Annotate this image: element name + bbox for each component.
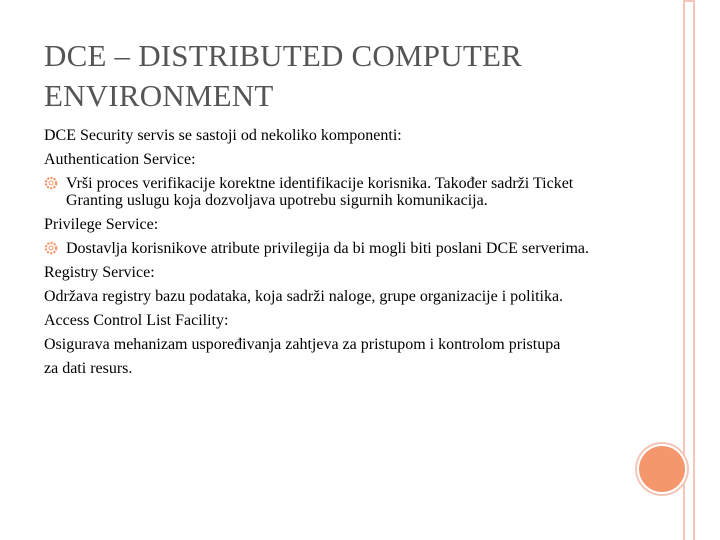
registry-text: Održava registry bazu podataka, koja sadrži naloge, grupe organizacije i politika. [44, 288, 564, 305]
registry-heading: Registry Service: [44, 264, 155, 281]
decorative-border-right-line [693, 0, 695, 540]
acl-tail-text: za dati resurs. [44, 360, 133, 377]
decorative-border-left-line [683, 0, 685, 540]
acl-heading: Access Control List Facility: [44, 312, 229, 329]
slide-title [44, 36, 644, 116]
acl-text: Osigurava mehanizam uspoređivanja zahtjeva za pristupom i kontrolom pristupa [44, 336, 561, 353]
gear-bullet-icon [44, 176, 58, 190]
gear-bullet-icon [44, 241, 58, 255]
auth-bullet-text: Vrši proces verifikacije korektne identifikacije korisnika. Također sadrži Ticket Granting uslugu koja dozvoljava upotrebu sigurnih komunikacija. [66, 175, 574, 209]
privilege-bullet-text: Dostavlja korisnikove atribute privilegija da bi mogli biti poslani DCE serverima. [66, 240, 590, 257]
slide-body [44, 127, 624, 384]
slide-title-line-2: ENVIRONMENT [44, 78, 274, 113]
intro-text: DCE Security servis se sastoji od nekoliko komponenti: [44, 127, 402, 144]
slide-title-line-1: DCE – DISTRIBUTED COMPUTER [44, 38, 522, 73]
decorative-circle [639, 446, 685, 492]
auth-heading: Authentication Service: [44, 151, 196, 168]
privilege-bullet-item [44, 240, 624, 257]
privilege-heading: Privilege Service: [44, 216, 159, 233]
auth-bullet-item [44, 175, 624, 209]
